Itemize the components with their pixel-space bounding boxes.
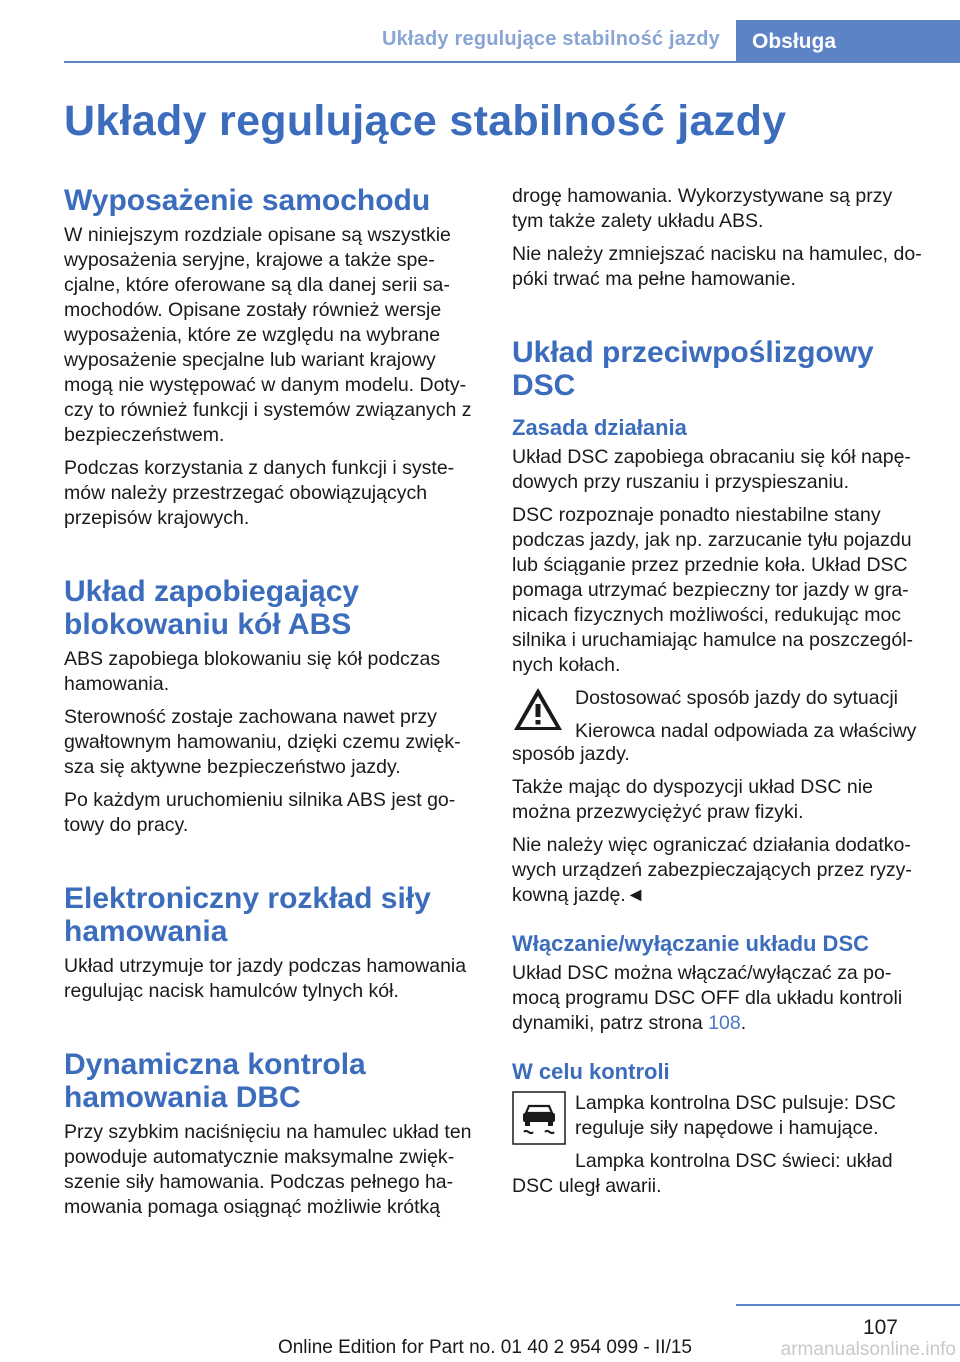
paragraph: Układ DSC zapobiega obracaniu się kół napędowych przy ruszaniu i przyspieszaniu. — [512, 446, 911, 493]
right-column — [512, 184, 928, 1207]
footer-rule — [736, 1304, 960, 1306]
subheading-switch: Włączanie/wyłączanie układu DSC — [512, 931, 870, 956]
indicator-block — [512, 1091, 928, 1174]
heading-brake-distribution: Elektroniczny rozkład siły hamowania — [64, 882, 431, 948]
warning-block — [512, 686, 928, 744]
page-title: Układy regulujące stabilność jazdy — [64, 97, 787, 145]
paragraph: drogę hamowania. Wykorzystywane są przy tym także zalety układu ABS. — [512, 185, 893, 232]
paragraph: ABS zapobiega blokowaniu się kół podczas hamowania. — [64, 648, 441, 695]
watermark: armanualsonline.info — [780, 1339, 956, 1360]
paragraph-text: Układ DSC można włączać/wyłączać za pomocą programu DSC OFF dla układu kontroli dynamiki, patrz strona — [512, 962, 903, 1034]
paragraph: Po każdym uruchomieniu silnika ABS jest gotowy do pracy. — [64, 789, 456, 836]
paragraph: Nie należy więc ograniczać działania dodatkowych urządzeń zabezpieczających przez ryzykowną jazdę.◄ — [512, 834, 912, 906]
paragraph: DSC uległ awarii. — [512, 1175, 662, 1197]
heading-dsc: Układ przeciwpoślizgowy DSC — [512, 336, 874, 402]
paragraph: Sterowność zostaje zachowana nawet przy gwałtownym hamowaniu, dzięki czemu zwiększa się aktywne bezpieczeństwo jazdy. — [64, 706, 461, 778]
warning-text: Kierowca nadal odpowiada za właściwy — [575, 720, 917, 742]
warning-icon — [512, 686, 564, 744]
paragraph: Przy szybkim naciśnięciu na hamulec układ ten powoduje automatycznie maksymalne zwiększenie siły hamowania. Podczas pełnego hamowania pomaga osiągnąć możliwie krótką — [64, 1121, 472, 1218]
running-title: Układy regulujące stabilność jazdy — [381, 28, 720, 50]
paragraph: Podczas korzystania z danych funkcji i systemów należy przestrzegać obowiązujących przepisów krajowych. — [64, 457, 455, 529]
subheading-principle: Zasada działania — [512, 415, 687, 440]
warning-title: Dostosować sposób jazdy do sytuacji — [575, 687, 898, 709]
paragraph: W niniejszym rozdziale opisane są wszystkie wyposażenia seryjne, krajowe a także specjalne, które oferowane są dla danej serii samochodów. Opisane zostały również wersje wyposażenia, które ze względu na wybrane wyposażenie specjalne lub wariant krajowy mogą nie występować w danym modelu. Dotyczy to również funkcji i systemów związanych z bezpieczeństwem. — [64, 224, 472, 446]
warning-text: sposób jazdy. — [512, 743, 630, 765]
page-number: 107 — [862, 1316, 898, 1339]
paragraph-text: . — [740, 1012, 747, 1034]
section-tab: Obsługa — [736, 20, 960, 63]
heading-equipment: Wyposażenie samochodu — [64, 184, 431, 217]
paragraph — [512, 961, 928, 1036]
paragraph: Lampka kontrolna DSC pulsuje: DSC reguluje siły napędowe i hamujące. — [575, 1092, 896, 1139]
edition-line: Online Edition for Part no. 01 40 2 954 099 - II/15 — [277, 1337, 692, 1358]
subheading-control: W celu kontroli — [512, 1059, 670, 1084]
heading-abs: Układ zapobiegający blokowaniu kół ABS — [64, 575, 360, 641]
paragraph: Także mając do dyspozycji układ DSC nie można przezwyciężyć praw fizyki. — [512, 776, 873, 823]
page-link[interactable]: 108 — [708, 1012, 741, 1034]
paragraph: Lampka kontrolna DSC świeci: układ — [575, 1150, 893, 1172]
paragraph: Układ utrzymuje tor jazdy podczas hamowania regulując nacisk hamulców tylnych kół. — [64, 955, 467, 1002]
paragraph: Nie należy zmniejszać nacisku na hamulec, dopóki trwać ma pełne hamowanie. — [512, 243, 922, 290]
left-column — [64, 184, 478, 1228]
dsc-indicator-icon — [512, 1091, 564, 1174]
heading-dbc: Dynamiczna kontrola hamowania DBC — [64, 1048, 366, 1114]
paragraph: DSC rozpoznaje ponadto niestabilne stany podczas jazdy, jak np. zarzucanie tyłu pojazdu lub ściąganie przez przednie koła. Układ DSC pomaga utrzymać bezpieczny tor jazdy w granicach fizycznych możliwości, redukując moc silnika i uruchamiając hamulce na poszczególnych kołach. — [512, 504, 914, 676]
